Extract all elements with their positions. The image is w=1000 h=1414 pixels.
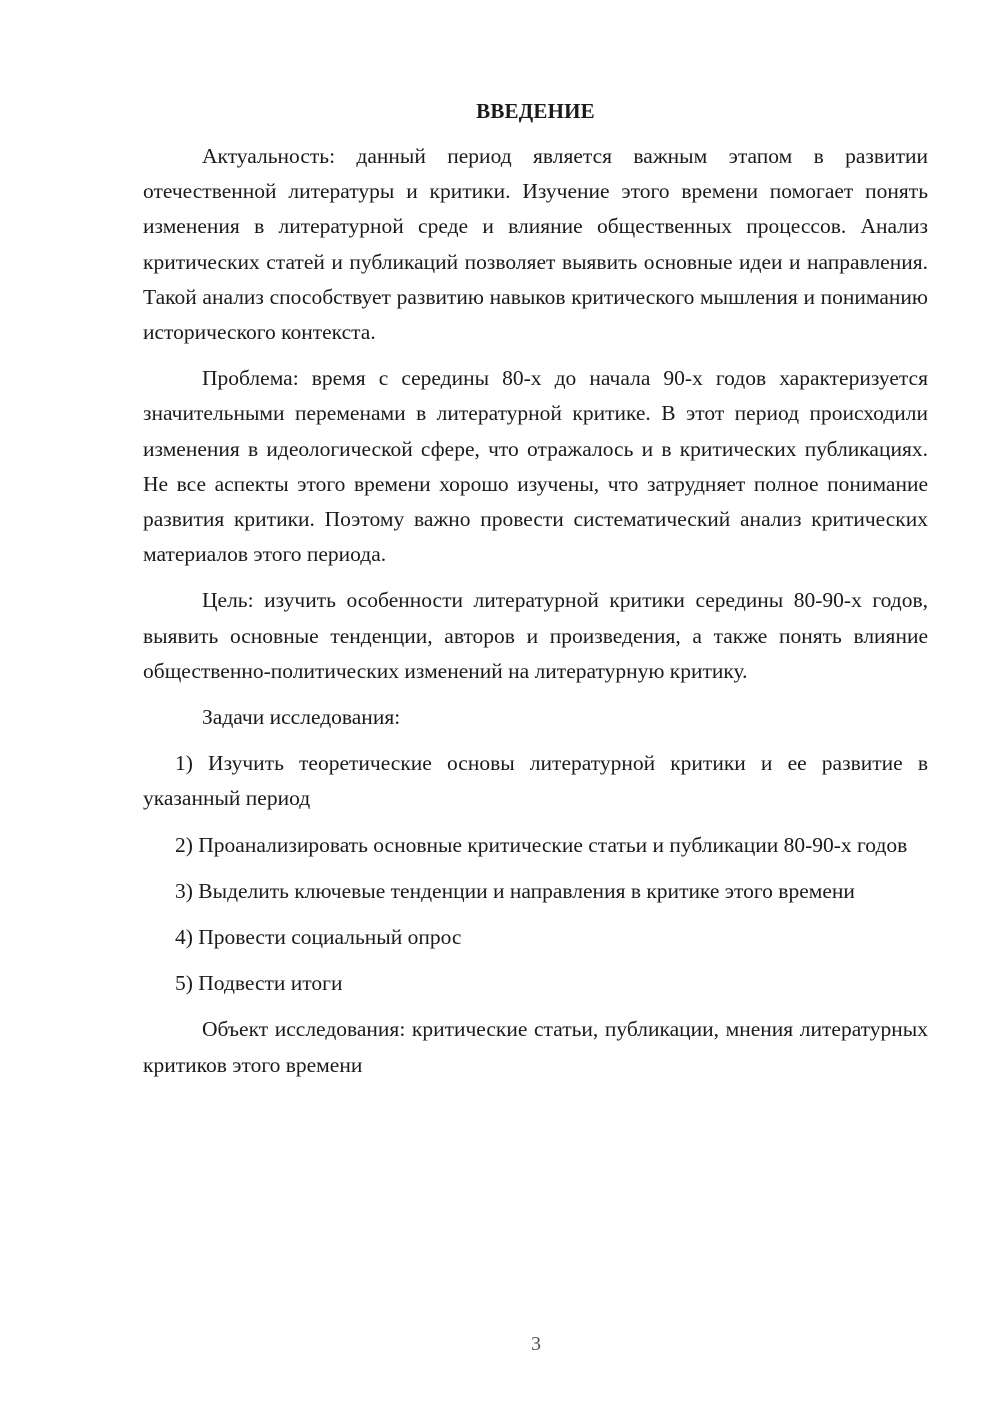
page-number: 3 xyxy=(531,1333,541,1355)
section-title: ВВЕДЕНИЕ xyxy=(476,99,595,123)
task-item-5: 5) Подвести итоги xyxy=(175,971,343,996)
problem-paragraph: Проблема: время с середины 80-х до начала 90-х годов характеризуется значительными переменами в литературной критике. В этот период происходили изменения в идеологической сфере, что отражалось и в критических публикациях. Не все аспекты этого времени хорошо изучены, что затрудняет полное понимание развития критики. Поэтому важно провести систематический анализ критических материалов этого периода. xyxy=(143,366,928,567)
tasks-heading: Задачи исследования: xyxy=(202,705,401,730)
task-item-1: 1) Изучить теоретические основы литературной критики и ее развитие в указанный период xyxy=(143,751,928,811)
task-item-3: 3) Выделить ключевые тенденции и направления в критике этого времени xyxy=(175,878,855,903)
task-item-2: 2) Проанализировать основные критические статьи и публикации 80-90-х годов xyxy=(175,832,908,857)
task-item-4: 4) Провести социальный опрос xyxy=(175,925,462,950)
page-content xyxy=(143,94,928,1083)
tasks-list xyxy=(143,746,928,1001)
object-paragraph: Объект исследования: критические статьи, публикации, мнения литературных критиков этого времени xyxy=(143,1017,928,1077)
relevance-paragraph: Актуальность: данный период является важным этапом в развитии отечественной литературы и критики. Изучение этого времени помогает понять изменения в литературной среде и влияние общественных процессов. Анализ критических статей и публикаций позволяет выявить основные идеи и направления. Такой анализ способствует развитию навыков критического мышления и пониманию исторического контекста. xyxy=(143,144,928,345)
goal-paragraph: Цель: изучить особенности литературной критики середины 80-90-х годов, выявить основные тенденции, авторов и произведения, а также понять влияние общественно-политических изменений на литературную критику. xyxy=(143,588,928,683)
